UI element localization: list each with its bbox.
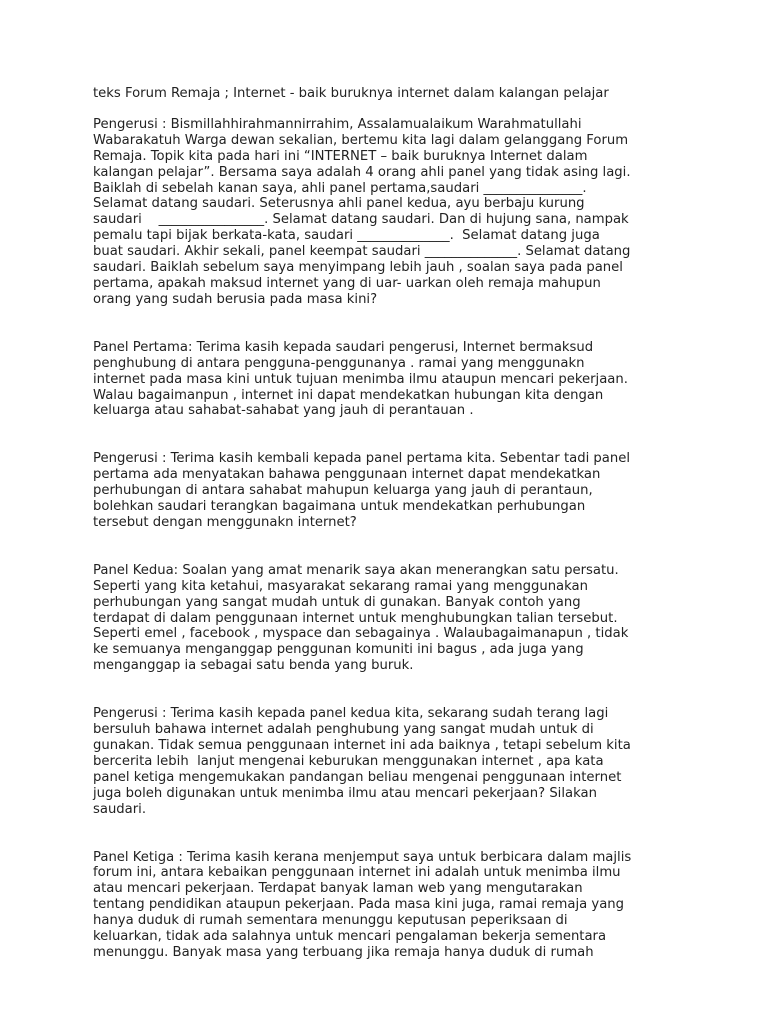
text-line: saudari. Baiklah sebelum saya menyimpang lebih jauh , soalan saya pada panel	[93, 260, 623, 276]
text-line: Pengerusi : Terima kasih kepada panel kedua kita, sekarang sudah terang lagi	[93, 706, 609, 722]
paragraph	[93, 340, 683, 420]
text-line: terdapat di dalam penggunaan internet untuk menghubungkan talian tersebut.	[93, 610, 618, 626]
paragraph	[93, 563, 683, 674]
text-line: Pengerusi : Terima kasih kembali kepada panel pertama kita. Sebentar tadi panel	[93, 451, 631, 467]
text-line: kalangan pelajar”. Bersama saya adalah 4 orang ahli panel yang tidak asing lagi.	[93, 164, 631, 180]
text-line: Remaja. Topik kita pada hari ini “INTERNET – baik buruknya Internet dalam	[93, 148, 588, 164]
text-line: bolehkan saudari terangkan bagaimana untuk mendekatkan perhubungan	[93, 499, 586, 515]
text-line: Panel Pertama: Terima kasih kepada saudari pengerusi, Internet bermaksud	[93, 339, 594, 355]
text-line: atau mencari pekerjaan. Terdapat banyak laman web yang mengutarakan	[93, 881, 583, 897]
text-line: bersuluh bahawa internet adalah penghubung yang sangat mudah untuk di	[93, 722, 594, 738]
text-line: Seperti emel , facebook , myspace dan sebagainya . Walaubagaimanapun , tidak	[93, 626, 629, 642]
text-line: juga boleh digunakan untuk menimba ilmu atau mencari pekerjaan? Silakan	[93, 785, 597, 801]
text-line: bercerita lebih lanjut mengenai keburukan menggunakan internet , apa kata	[93, 753, 604, 769]
text-line: panel ketiga mengemukakan pandangan beliau mengenai penggunaan internet	[93, 769, 622, 785]
text-line: Wabarakatuh Warga dewan sekalian, bertemu kita lagi dalam gelanggang Forum	[93, 132, 629, 148]
text-line: perhubungan di antara sahabat mahupun keluarga yang jauh di perantaun,	[93, 483, 593, 499]
text-line: perhubungan yang sangat mudah untuk di gunakan. Banyak contoh yang	[93, 594, 581, 610]
text-line: keluarga atau sahabat-sahabat yang jauh di perantauan .	[93, 403, 474, 419]
document-page	[93, 86, 683, 993]
paragraph	[93, 706, 683, 817]
document-title: teks Forum Remaja ; Internet - baik buruknya internet dalam kalangan pelajar	[93, 86, 609, 101]
paragraph	[93, 850, 683, 961]
text-line: Seperti yang kita ketahui, masyarakat sekarang ramai yang menggunakan	[93, 578, 588, 594]
text-line: Selamat datang saudari. Seterusnya ahli panel kedua, ayu berbaju kurung	[93, 196, 585, 212]
text-line: saudari ________________. Selamat datang saudari. Dan di hujung sana, nampak	[93, 212, 629, 228]
text-line: tentang pendidikan ataupun pekerjaan. Pada masa kini juga, ramai remaja yang	[93, 897, 625, 913]
text-line: penghubung di antara pengguna-penggunanya . ramai yang menggunakn	[93, 355, 585, 371]
text-line: internet pada masa kini untuk tujuan menimba ilmu ataupun mencari pekerjaan.	[93, 371, 628, 387]
text-line: menganggap ia sebagai satu benda yang buruk.	[93, 658, 414, 674]
text-line: pertama ada menyatakan bahawa penggunaan internet dapat mendekatkan	[93, 467, 601, 483]
text-line: Panel Kedua: Soalan yang amat menarik saya akan menerangkan satu persatu.	[93, 562, 619, 578]
paragraph	[93, 451, 683, 531]
text-line: keluarkan, tidak ada salahnya untuk mencari pengalaman bekerja sementara	[93, 929, 607, 945]
text-line: saudari.	[93, 801, 147, 817]
text-line: Walau bagaimanpun , internet ini dapat mendekatkan hubungan kita dengan	[93, 387, 604, 403]
text-line: ke semuanya menganggap penggunan komuniti ini bagus , ada juga yang	[93, 642, 584, 658]
text-line: gunakan. Tidak semua penggunaan internet ini ada baiknya , tetapi sebelum kita	[93, 738, 631, 753]
paragraph	[93, 117, 683, 308]
text-line: menunggu. Banyak masa yang terbuang jika remaja hanya duduk di rumah	[93, 944, 594, 960]
text-line: Panel Ketiga : Terima kasih kerana menjemput saya untuk berbicara dalam majlis	[93, 849, 632, 865]
text-line: forum ini, antara kebaikan penggunaan internet ini adalah untuk menimba ilmu	[93, 865, 621, 881]
text-line: pemalu tapi bijak berkata-kata, saudari ______________. Selamat datang juga	[93, 228, 600, 244]
text-line: buat saudari. Akhir sekali, panel keempat saudari ______________. Selamat datang	[93, 244, 631, 260]
text-line: pertama, apakah maksud internet yang di uar- uarkan oleh remaja mahupun	[93, 275, 601, 291]
text-line: hanya duduk di rumah sementara menunggu keputusan peperiksaan di	[93, 913, 568, 929]
text-line: orang yang sudah berusia pada masa kini?	[93, 291, 378, 307]
document-body	[93, 117, 683, 961]
text-line: Pengerusi : Bismillahhirahmannirrahim, Assalamualaikum Warahmatullahi	[93, 116, 582, 132]
text-line: Baiklah di sebelah kanan saya, ahli panel pertama,saudari _______________.	[93, 180, 587, 196]
text-line: tersebut dengan menggunakn internet?	[93, 514, 357, 530]
